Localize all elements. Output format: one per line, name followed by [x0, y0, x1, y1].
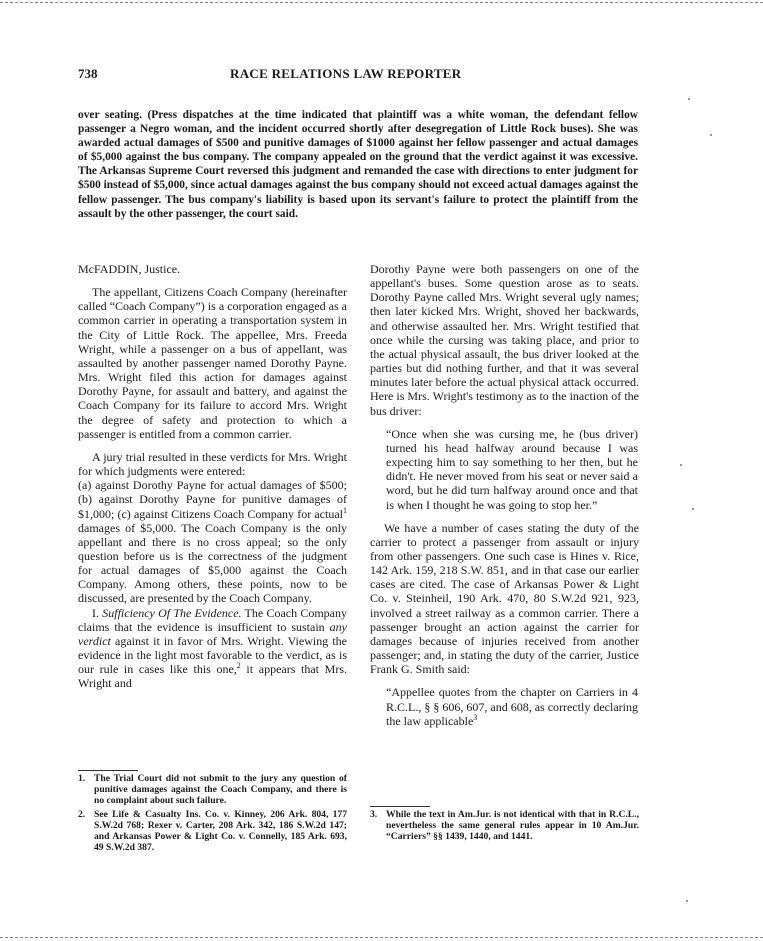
section-paragraph: [78, 606, 347, 691]
right-column: [370, 262, 639, 843]
opinion-author: McFADDIN, Justice.: [78, 262, 181, 276]
footnote-text: See Life & Casualty Ins. Co. v. Kinney, 206 Ark. 804, 177 S.W.2d 768; Rexer v. Carter, 208 Ark. 342, 186 S.W.2d 147; and Arkansas Power & Light Co. v. Connelly, 185 Ark. 693, 49 S.W.2d 387.: [94, 808, 347, 854]
paragraph: Dorothy Payne were both passengers on one of the appellant's buses. Some question arose as to seats. Dorothy Payne called Mrs. Wright several ugly names; then later kicked Mrs. Wright, shoved her backwards, and otherwise assaulted her. Mrs. Wright testified that once while the cursing was taking place, and prior to the actual physical assault, the bus driver looked at the parties but did nothing further, and that it was several minutes later before the actual physical attack occurred. Here is Mrs. Wright's testimony as to the inaction of the bus driver:: [370, 262, 639, 418]
footnote-divider: [78, 770, 138, 771]
footnote-number: 3.: [370, 809, 378, 820]
block-quote: “Once when she was cursing me, he (bus driver) turned his head halfway around because I was expecting him to say something to her then, but he didn't. He never moved from his seat or never said a word, but he did turn halfway around once and that is when I thought he was going to stop her.”: [386, 426, 638, 512]
footnotes-right: [370, 800, 639, 843]
scan-speck: [710, 134, 712, 136]
paragraph: A jury trial resulted in these verdicts for Mrs. Wright for which judgments were entered:: [78, 449, 347, 479]
footnote-mark: 1: [343, 505, 347, 515]
footnote-mark: 2: [236, 661, 241, 671]
verdict-list: [78, 478, 347, 605]
paragraph: The appellant, Citizens Coach Company (hereinafter called “Coach Company”) is a corporation engaged as a common carrier in operating a transportation system in the City of Little Rock. The appellee, Mrs. Freeda Wright, while a passenger on a bus of appellant, was assaulted by another passenger named Dorothy Payne. Mrs. Wright filed this action for damages against Dorothy Payne, for assault and battery, and against the Coach Company for its failure to accord Mrs. Wright the degree of safety and protection to which a passenger is entitled from a common carrier.: [78, 285, 347, 441]
section-text: it appears that Mrs. Wright and: [78, 662, 347, 691]
running-head: RACE RELATIONS LAW REPORTER: [230, 66, 462, 81]
paragraph: We have a number of cases stating the duty of the carrier to protect a passenger from assault or injury from other passengers. One such case is Hines v. Rice, 142 Ark. 159, 218 S.W. 851, and in that case our earlier cases are cited. The case of Arkansas Power & Light Co. v. Steinheil, 190 Ark. 470, 80 S.W.2d 921, 923, involved a street railway as a common carrier. There a passenger brought an action against the carrier for damages because of injuries received from another passenger; and, in stating the duty of the carrier, Justice Frank G. Smith said:: [370, 520, 639, 677]
verdict-list-text: damages of $5,000. The Coach Company is the only appellant and there is no cross appeal; so the only question before us is the correctness of the judgment for actual damages of $5,000 against the Coach Company. Among others, these points, now to be discussed, are presented by the Coach Company.: [78, 520, 347, 606]
section-text: The Coach Company claims that the evidence is insufficient to sustain: [78, 605, 348, 634]
quote-text: “Appellee quotes from the chapter on Carriers in 4 R.C.L., § § 606, 607, and 608, as correctly declaring the law applicable: [386, 685, 638, 728]
footnote: [370, 809, 639, 843]
section-text: against it in favor of Mrs. Wright. Viewing the evidence in the light most favorable to the verdict, as is our rule in cases like this one,: [78, 633, 347, 677]
scan-speck: [686, 900, 688, 902]
section-number: I.: [92, 605, 103, 620]
section-emphasis: any verdict: [78, 619, 347, 648]
footnote-number: 2.: [78, 808, 86, 820]
verdict-list-text: (a) against Dorothy Payne for actual damages of $500; (b) against Dorothy Payne for punitive damages of $1,000; (c) against Citizens Coach Company for actual: [78, 478, 347, 521]
footnotes-left: [78, 764, 347, 853]
footnote-mark: 3: [473, 712, 478, 722]
scan-speck: [680, 464, 682, 466]
bottom-scan-edge: [0, 937, 763, 938]
headnote-summary: over seating. (Press dispatches at the time indicated that plaintiff was a white woman, the defendant fellow passenger a Negro woman, and the incident occurred shortly after desegregation of Little Rock buses). She was awarded actual damages of $500 and punitive damages of $1000 against her fellow passenger and actual damages of $5,000 against the bus company. The company appealed on the ground that the verdict against it was excessive. The Arkansas Supreme Court reversed this judgment and remanded the case with directions to enter judgment for $500 instead of $5,000, since actual damages against the bus company should not exceed actual damages against the fellow passenger. The bus company's liability is based upon its servant's failure to protect the plaintiff from the assault by the other passenger, the court said.: [78, 109, 638, 220]
footnote-number: 1.: [78, 773, 86, 784]
block-quote: [386, 685, 638, 727]
footnote-text: While the text in Am.Jur. is not identical with that in R.C.L., nevertheless the same general rules appear in 10 Am.Jur. “Carriers” §§ 1439, 1440, and 1441.: [386, 809, 639, 843]
scan-speck: [688, 98, 690, 100]
top-scan-edge: [0, 2, 763, 3]
footnote: [78, 773, 347, 807]
section-title: Sufficiency Of The Evidence.: [102, 605, 242, 620]
footnote-divider: [370, 806, 430, 807]
page-number: 738: [78, 66, 98, 81]
footnote-text: The Trial Court did not submit to the jury any question of punitive damages against the Coach Company, and there is no complaint about such failure.: [94, 773, 347, 807]
scan-speck: [692, 508, 694, 510]
left-column: [78, 262, 348, 854]
footnote: [78, 809, 347, 854]
